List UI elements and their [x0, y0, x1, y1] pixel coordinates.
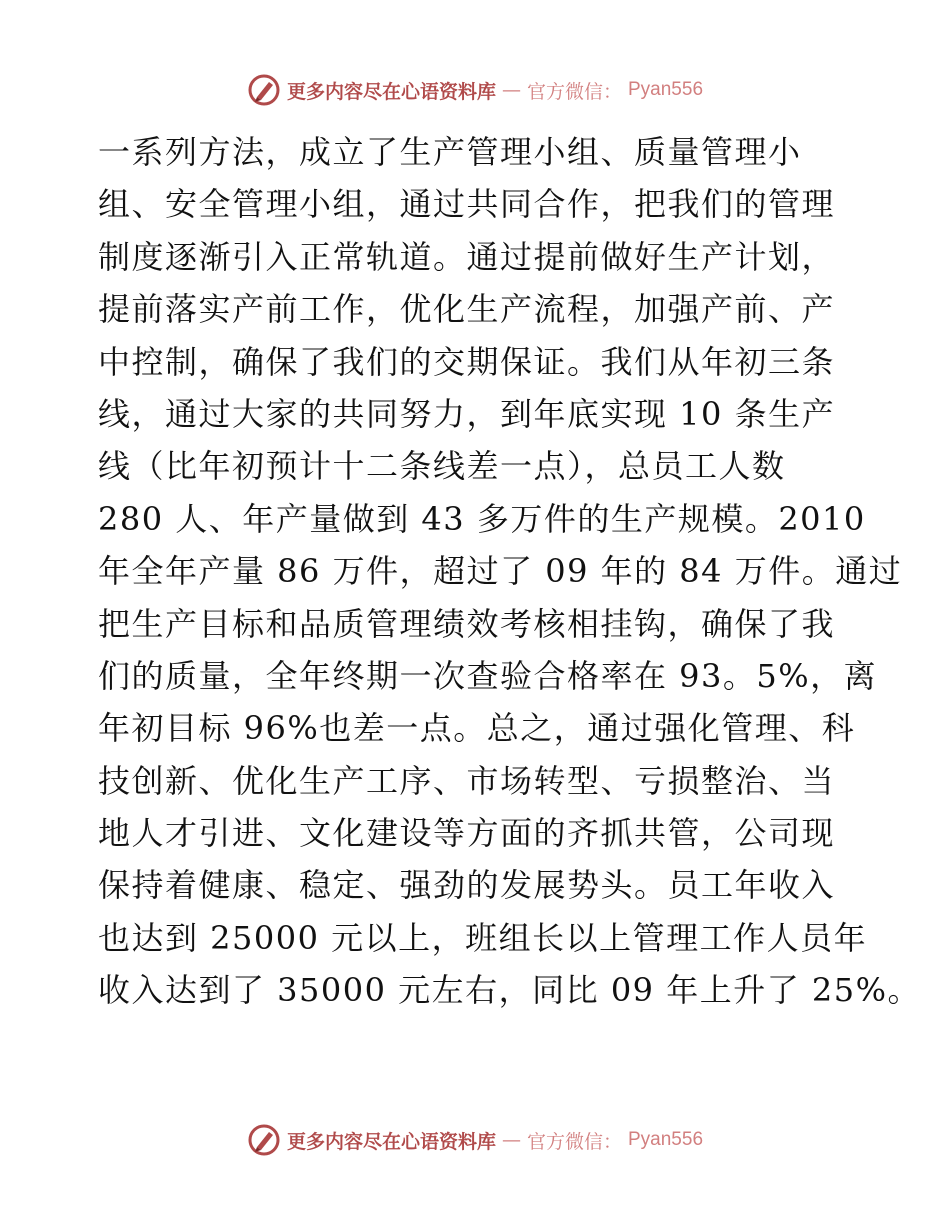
footer-watermark: [0, 1120, 950, 1160]
body-line: 也达到 25000 元以上，班组长以上管理工作人员年: [98, 918, 868, 957]
watermark-wechat-label: 官方微信：: [526, 80, 622, 103]
pen-logo-icon: [247, 1123, 281, 1157]
body-line: 提前落实产前工作，优化生产流程，加强产前、产: [98, 290, 836, 329]
body-line: 线，通过大家的共同努力，到年底实现 10 条生产: [98, 394, 836, 433]
watermark-wechat-handle: Pyan556: [628, 79, 704, 100]
body-line: 一系列方法，成立了生产管理小组、质量管理小: [98, 133, 802, 171]
body-line: 年全年产量 86 万件，超过了 09 年的 84 万件。通过: [98, 552, 903, 591]
header-watermark: [0, 70, 950, 110]
body-line: 组、安全管理小组，通过共同合作，把我们的管理: [98, 185, 836, 224]
watermark-title: 更多内容尽在心语资料库: [286, 1130, 496, 1153]
watermark-dash: —: [501, 79, 521, 101]
body-line: 线（比年初预计十二条线差一点），总员工人数: [98, 447, 786, 486]
body-line: 制度逐渐引入正常轨道。通过提前做好生产计划，: [98, 237, 836, 276]
watermark-wechat-label: 官方微信：: [526, 1130, 622, 1153]
body-line: 年初目标 96%也差一点。总之，通过强化管理、科: [98, 709, 856, 748]
watermark-dash: —: [501, 1129, 521, 1151]
body-line: 中控制，确保了我们的交期保证。我们从年初三条: [98, 342, 836, 381]
body-line: 收入达到了 35000 元左右，同比 09 年上升了 25%。: [98, 971, 922, 1010]
body-line: 们的质量，全年终期一次查验合格率在 93。5%，离: [98, 656, 878, 695]
document-body: [98, 126, 922, 1017]
pen-logo-icon: [247, 73, 281, 107]
watermark-wechat-handle: Pyan556: [628, 1129, 704, 1150]
body-line: 280 人、年产量做到 43 多万件的生产规模。2010: [98, 499, 866, 538]
watermark-title: 更多内容尽在心语资料库: [286, 80, 496, 103]
body-line: 把生产目标和品质管理绩效考核相挂钩，确保了我: [98, 604, 836, 643]
body-line: 保持着健康、稳定、强劲的发展势头。员工年收入: [98, 866, 836, 905]
body-line: 技创新、优化生产工序、市场转型、亏损整治、当: [98, 761, 836, 800]
body-line: 地人才引进、文化建设等方面的齐抓共管，公司现: [98, 814, 836, 853]
